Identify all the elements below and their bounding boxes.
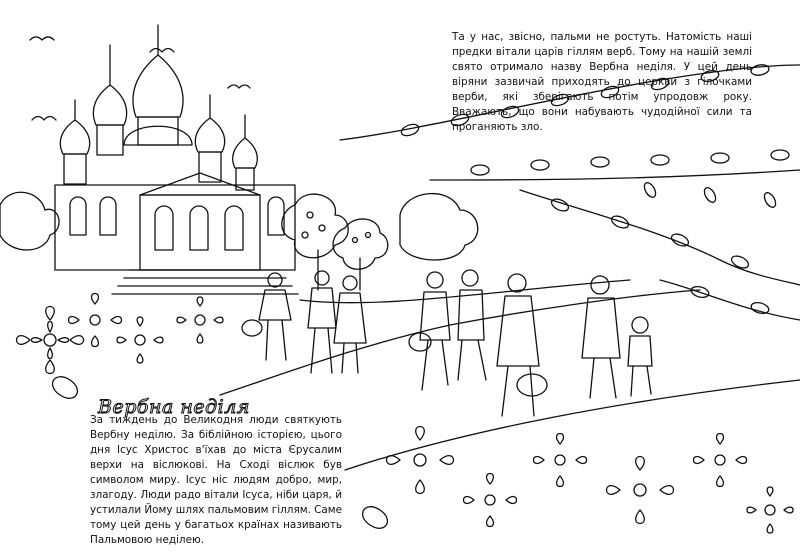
story-text: За тиждень до Великодня люди святкують Вербну неділю. За біблійною історією, цього дня Ісус Христос в'їхав до міста Єрусалим верхи на віслюкові. На Сході віслюк був символом миру. Ісус ніс людям добро, мир, злагоду. Люди радо вітали Ісуса, ніби царя, й устилали Йому шлях пальмовим гіллям. Саме тому цей день у багатьох країнах називають Пальмовою неділею.: [90, 414, 342, 546]
intro-paragraph: [452, 30, 752, 135]
church: [55, 25, 298, 294]
people-walking: [242, 270, 652, 416]
birds: [30, 37, 250, 120]
story-paragraph: [90, 413, 342, 548]
intro-text: Та у нас, звісно, пальми не ростуть. Натомість наші предки вітали царів гіллям верб. Тому на нашій землі свято отримало назву Вербна неділя. У цей день віряни зазвичай приходять до церкви з гілочками верби, які зберігають потім упродовж року. Вважають, що вони набувають чудодійної сили та проганяють зло.: [452, 31, 752, 133]
page-heading: Вербна неділя: [98, 396, 250, 418]
